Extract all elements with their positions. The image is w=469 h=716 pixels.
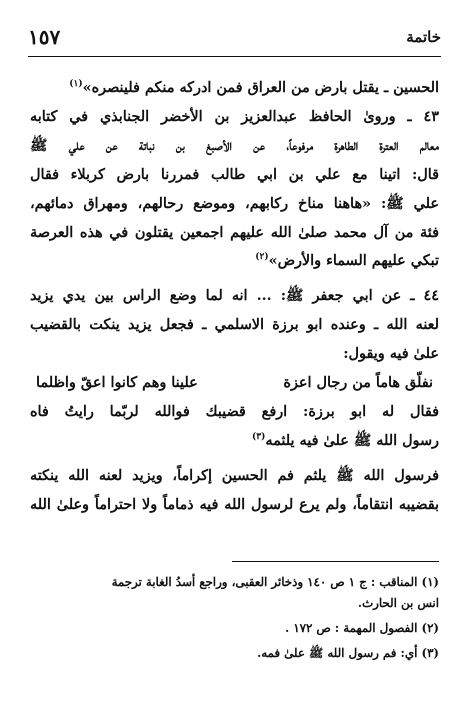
footnote-3: (٣) أي: فم رسول الله ﷺ علىٰ فمه. [257,646,439,660]
text-line: بقضيبه انتقاماً، ولم يرع لرسول الله فيه ذماماً ولا احتراماً وعلىٰ الله [30,495,439,513]
paragraph-conclusion [30,462,439,520]
verse-second-hemistich: علينا وهم كانوا اعقّ واظلما [36,374,198,392]
text-line: معالم العترة الطاهرة مرفوعاً، عن الأصبغ بن نباتة عن علي ﷺ [30,136,439,154]
text-line: ٤٤ ـ عن ابي جعفر ﷺ: ... انه لما وضع الراس بين يدي يزيد [30,287,439,305]
text-line: علىٰ فيه ويقول: [343,345,439,363]
text-line: فقال له ابو برزة: ارفع قضيبك فوالله لربّما رايتُ فاه [30,402,439,420]
text-line: فئة من آل محمد صلىٰ الله عليهم اجمعين يقتلون في هذه العرصة [30,223,439,241]
paragraph-1 [30,74,439,103]
page-number: ١٥٧ [28,25,61,49]
footnote-ref: (١) [69,79,83,90]
text-line: قال: اتينا مع علي بن ابي طالب فمررنا بارض كربلاء فقال [30,165,439,183]
footnotes-divider [232,561,439,562]
text-line: علي ﷺ: «هاهنا مناخ ركابهم، وموضع رحالهم، ومهراق دمائهم، [30,194,439,212]
text-line: رسول الله ﷺ علىٰ فيه يلثمه$^{(٣)}$ [252,431,439,449]
text-line: ٤٣ ـ وروىٰ الحافظ عبدالعزيز بن الأخضر الجنابذي في كتابه [30,107,439,125]
paragraph-43 [30,103,439,276]
footnotes [30,572,439,664]
paragraph-44 [30,282,439,369]
paragraph-reply [30,398,439,456]
text-line: لعنه الله ـ وعنده ابو برزة الاسلمي ـ فجعل يزيد ينكت بالقضيب [30,316,439,334]
main-text [30,74,439,520]
text-line: الحسين ـ يقتل بارض من العراق فمن ادركه منكم فلينصره»$^{(١)}$ [69,79,439,96]
verse-first-hemistich: نفلّق هاماً من رجال اعزة [283,374,433,392]
text-line: فرسول الله ﷺ يلثم فم الحسين إكراماً، ويزيد لعنه الله ينكته [30,466,439,484]
footnote-2: (٢) الفصول المهمة : ص ١٧٢ . [285,621,439,635]
poem-verse [30,369,439,398]
text-line: تبكي عليهم السماء والأرض»$^{(٢)}$ [255,252,439,270]
footnote-ref: (٣) [252,432,266,443]
footnote-ref: (٢) [255,252,269,263]
page-header [28,20,441,54]
header-divider [28,56,441,57]
chapter-title: خاتمة [406,28,441,46]
footnote-1-line-2: انس بن الحارث. [357,596,439,610]
footnote-1-line-1: (١) المناقب : ج ١ ص ١٤٠ وذخائر العقبى، وراجع أسدُ الغابة ترجمة [111,575,439,589]
